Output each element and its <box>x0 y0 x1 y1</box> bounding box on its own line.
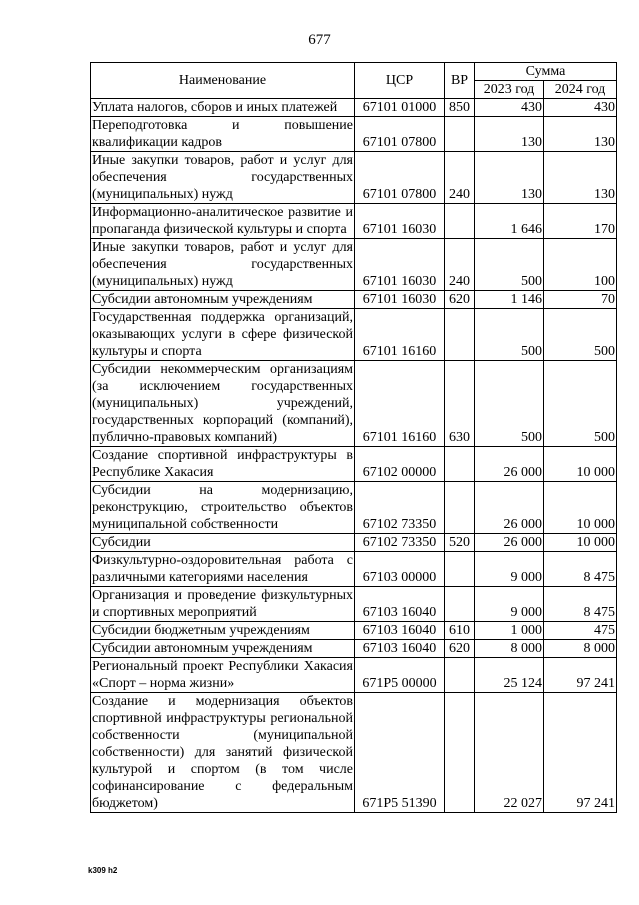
table-row <box>91 447 617 482</box>
row-sum-2024: 8 475 <box>544 587 617 622</box>
row-csr: 67102 73350 <box>355 482 445 534</box>
row-vr <box>445 309 475 361</box>
row-sum-2023: 26 000 <box>475 534 544 552</box>
row-name: Региональный проект Республики Хакасия «Спорт – норма жизни» <box>92 659 353 691</box>
table-row <box>91 152 617 204</box>
header-csr: ЦСР <box>355 63 445 99</box>
row-csr: 67101 07800 <box>355 152 445 204</box>
row-sum-2023: 9 000 <box>475 587 544 622</box>
table-row <box>91 204 617 239</box>
row-sum-2023: 500 <box>475 309 544 361</box>
row-sum-2024: 70 <box>544 291 617 309</box>
header-name: Наименование <box>91 63 355 99</box>
row-name: Создание спортивной инфраструктуры в Республике Хакасия <box>92 448 353 480</box>
row-sum-2024: 100 <box>544 239 617 291</box>
row-csr: 67101 16160 <box>355 361 445 447</box>
row-vr <box>445 658 475 693</box>
table-row <box>91 239 617 291</box>
table-body <box>91 99 617 813</box>
row-vr <box>445 204 475 239</box>
row-vr <box>445 447 475 482</box>
table-row <box>91 622 617 640</box>
row-vr: 520 <box>445 534 475 552</box>
row-sum-2024: 8 475 <box>544 552 617 587</box>
row-csr: 67103 00000 <box>355 552 445 587</box>
row-sum-2023: 9 000 <box>475 552 544 587</box>
budget-table <box>90 62 617 813</box>
row-sum-2024: 97 241 <box>544 693 617 813</box>
row-sum-2024: 500 <box>544 361 617 447</box>
row-name: Переподготовка и повышение квалификации кадров <box>92 118 353 150</box>
row-csr: 67103 16040 <box>355 587 445 622</box>
row-sum-2023: 430 <box>475 99 544 117</box>
row-sum-2024: 97 241 <box>544 658 617 693</box>
row-vr <box>445 587 475 622</box>
row-name: Субсидии некоммерческим организациям (за исключением государственных (муниципальных) учреждений, государственных корпораций (компаний), публично-правовых компаний) <box>92 362 353 445</box>
row-sum-2023: 500 <box>475 239 544 291</box>
row-csr: 67101 16030 <box>355 239 445 291</box>
row-vr: 620 <box>445 640 475 658</box>
table-row <box>91 552 617 587</box>
row-sum-2023: 26 000 <box>475 447 544 482</box>
row-sum-2023: 1 646 <box>475 204 544 239</box>
row-name: Уплата налогов, сборов и иных платежей <box>91 99 355 117</box>
table-row <box>91 640 617 658</box>
row-name: Создание и модернизация объектов спортивной инфраструктуры региональной собственности (муниципальной собственности) для занятий физической культурой и спортом (в том числе софинансирование с федеральным бюджетом) <box>92 694 353 811</box>
row-name: Субсидии автономным учреждениям <box>91 291 355 309</box>
row-csr: 67101 16030 <box>355 291 445 309</box>
row-csr: 67102 73350 <box>355 534 445 552</box>
header-year-2024: 2024 год <box>544 81 617 99</box>
row-csr: 671P5 00000 <box>355 658 445 693</box>
table-row <box>91 291 617 309</box>
row-sum-2024: 8 000 <box>544 640 617 658</box>
table-row <box>91 587 617 622</box>
row-sum-2024: 10 000 <box>544 534 617 552</box>
row-sum-2023: 500 <box>475 361 544 447</box>
row-sum-2023: 1 000 <box>475 622 544 640</box>
row-sum-2024: 430 <box>544 99 617 117</box>
table-row <box>91 361 617 447</box>
page-number: 677 <box>308 32 331 48</box>
row-sum-2023: 1 146 <box>475 291 544 309</box>
row-sum-2024: 130 <box>544 152 617 204</box>
row-csr: 67101 16160 <box>355 309 445 361</box>
row-vr <box>445 117 475 152</box>
row-vr: 240 <box>445 152 475 204</box>
row-vr: 240 <box>445 239 475 291</box>
header-year-2023: 2023 год <box>475 81 544 99</box>
table-row <box>91 693 617 813</box>
row-csr: 67101 01000 <box>355 99 445 117</box>
row-sum-2023: 130 <box>475 152 544 204</box>
row-csr: 67103 16040 <box>355 622 445 640</box>
footer-code: k309 h2 <box>88 866 118 875</box>
table-row <box>91 99 617 117</box>
row-name: Физкультурно-оздоровительная работа с различными категориями населения <box>92 553 353 585</box>
table-row <box>91 482 617 534</box>
row-sum-2023: 25 124 <box>475 658 544 693</box>
table-row <box>91 309 617 361</box>
row-name: Субсидии автономным учреждениям <box>91 640 355 658</box>
row-sum-2024: 10 000 <box>544 447 617 482</box>
row-sum-2023: 130 <box>475 117 544 152</box>
row-csr: 67103 16040 <box>355 640 445 658</box>
row-name: Субсидии на модернизацию, реконструкцию, строительство объектов муниципальной собственности <box>92 483 353 532</box>
row-vr: 620 <box>445 291 475 309</box>
row-vr: 850 <box>445 99 475 117</box>
row-sum-2023: 26 000 <box>475 482 544 534</box>
header-sum: Сумма <box>475 63 617 81</box>
row-name: Субсидии бюджетным учреждениям <box>91 622 355 640</box>
row-sum-2023: 8 000 <box>475 640 544 658</box>
row-sum-2024: 475 <box>544 622 617 640</box>
row-name: Субсидии <box>91 534 355 552</box>
row-name: Информационно-аналитическое развитие и пропаганда физической культуры и спорта <box>92 205 353 237</box>
row-name: Иные закупки товаров, работ и услуг для обеспечения государственных (муниципальных) нужд <box>92 240 353 289</box>
row-csr: 671P5 51390 <box>355 693 445 813</box>
row-sum-2023: 22 027 <box>475 693 544 813</box>
row-sum-2024: 10 000 <box>544 482 617 534</box>
table-row <box>91 658 617 693</box>
row-vr: 610 <box>445 622 475 640</box>
row-name: Иные закупки товаров, работ и услуг для обеспечения государственных (муниципальных) нужд <box>92 153 353 202</box>
row-csr: 67102 00000 <box>355 447 445 482</box>
row-vr <box>445 693 475 813</box>
table-row <box>91 117 617 152</box>
row-vr: 630 <box>445 361 475 447</box>
header-vr: ВР <box>445 63 475 99</box>
row-name: Государственная поддержка организаций, оказывающих услуги в сфере физической культуры и спорта <box>92 310 353 359</box>
row-sum-2024: 500 <box>544 309 617 361</box>
row-csr: 67101 16030 <box>355 204 445 239</box>
row-name: Организация и проведение физкультурных и спортивных мероприятий <box>92 588 353 620</box>
table-row <box>91 534 617 552</box>
row-sum-2024: 130 <box>544 117 617 152</box>
row-sum-2024: 170 <box>544 204 617 239</box>
row-csr: 67101 07800 <box>355 117 445 152</box>
row-vr <box>445 552 475 587</box>
row-vr <box>445 482 475 534</box>
